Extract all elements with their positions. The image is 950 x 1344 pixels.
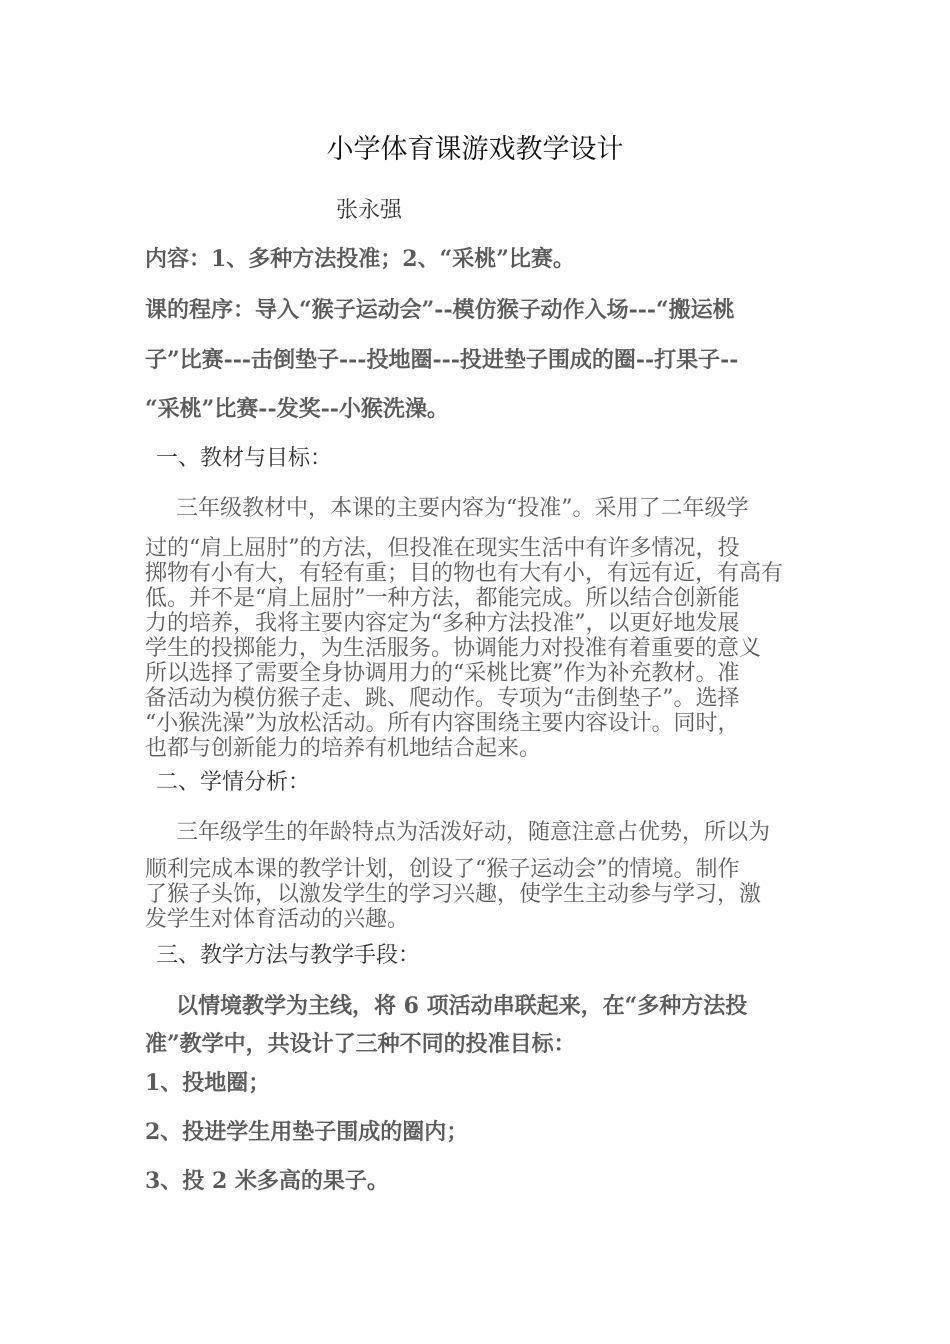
list-item-2: 2、投进学生用垫子围成的圈内； bbox=[145, 1119, 469, 1145]
section-1-line-4: 低。并不是“肩上屈肘”一种方法，都能完成。所以结合创新能 bbox=[145, 586, 740, 611]
section-1-line-8: 备活动为模仿猴子走、跳、爬动作。专项为“击倒垫子”。选择 bbox=[145, 686, 740, 711]
section-1-line-7: 所以选择了需要全身协调用力的“采桃比赛”作为补充教材。准 bbox=[145, 661, 740, 686]
section-2-line-4: 发学生对体育活动的兴趣。 bbox=[145, 907, 410, 932]
section-1-line-2: 过的“肩上屈肘”的方法，但投准在现实生活中有许多情况，投 bbox=[145, 536, 740, 561]
section-2-line-3: 了猴子头饰，以激发学生的学习兴趣，使学生主动参与学习，激 bbox=[145, 882, 762, 907]
section-3-heading: 三、教学方法与教学手段： bbox=[156, 943, 421, 968]
section-2-line-2: 顺利完成本课的教学计划，创设了“猴子运动会”的情境。制作 bbox=[145, 857, 740, 882]
section-2-line-1: 三年级学生的年龄特点为活泼好动，随意注意占优势，所以为 bbox=[176, 820, 771, 845]
section-1-line-6: 学生的投掷能力，为生活服务。协调能力对投准有着重要的意义 bbox=[145, 636, 762, 661]
section-1-heading: 一、教材与目标： bbox=[156, 446, 333, 471]
section-3-line-2: 准”教学中，共设计了三种不同的投准目标： bbox=[145, 1031, 576, 1057]
section-1-line-1: 三年级教材中，本课的主要内容为“投准”。采用了二年级学 bbox=[176, 496, 749, 521]
procedure-line-1: 课的程序：导入“猴子运动会”--模仿猴子动作入场---“搬运桃 bbox=[145, 297, 735, 323]
section-2-heading: 二、学情分析： bbox=[156, 770, 311, 795]
list-item-3: 3、投 2 米多高的果子。 bbox=[145, 1168, 389, 1194]
list-item-1: 1、投地圈； bbox=[145, 1070, 271, 1096]
section-1-line-5: 力的培养，我将主要内容定为“多种方法投准”，以更好地发展 bbox=[145, 611, 740, 636]
content-line: 内容：1、多种方法投准；2、“采桃”比赛。 bbox=[145, 246, 575, 272]
section-1-line-3: 掷物有小有大，有轻有重；目的物也有大有小，有远有近，有高有 bbox=[145, 561, 784, 586]
document-title: 小学体育课游戏教学设计 bbox=[326, 134, 624, 165]
section-1-line-10: 也都与创新能力的培养有机地结合起来。 bbox=[145, 736, 542, 761]
author-name: 张永强 bbox=[336, 198, 403, 223]
section-1-line-9: “小猴洗澡”为放松活动。所有内容围绕主要内容设计。同时， bbox=[145, 711, 740, 736]
section-3-line-1: 以情境教学为主线，将 6 项活动串联起来，在“多种方法投 bbox=[176, 993, 748, 1019]
procedure-line-2: 子”比赛---击倒垫子---投地圈---投进垫子围成的圈--打果子-- bbox=[145, 347, 739, 373]
procedure-line-3: “采桃”比赛--发奖--小猴洗澡。 bbox=[145, 396, 449, 422]
